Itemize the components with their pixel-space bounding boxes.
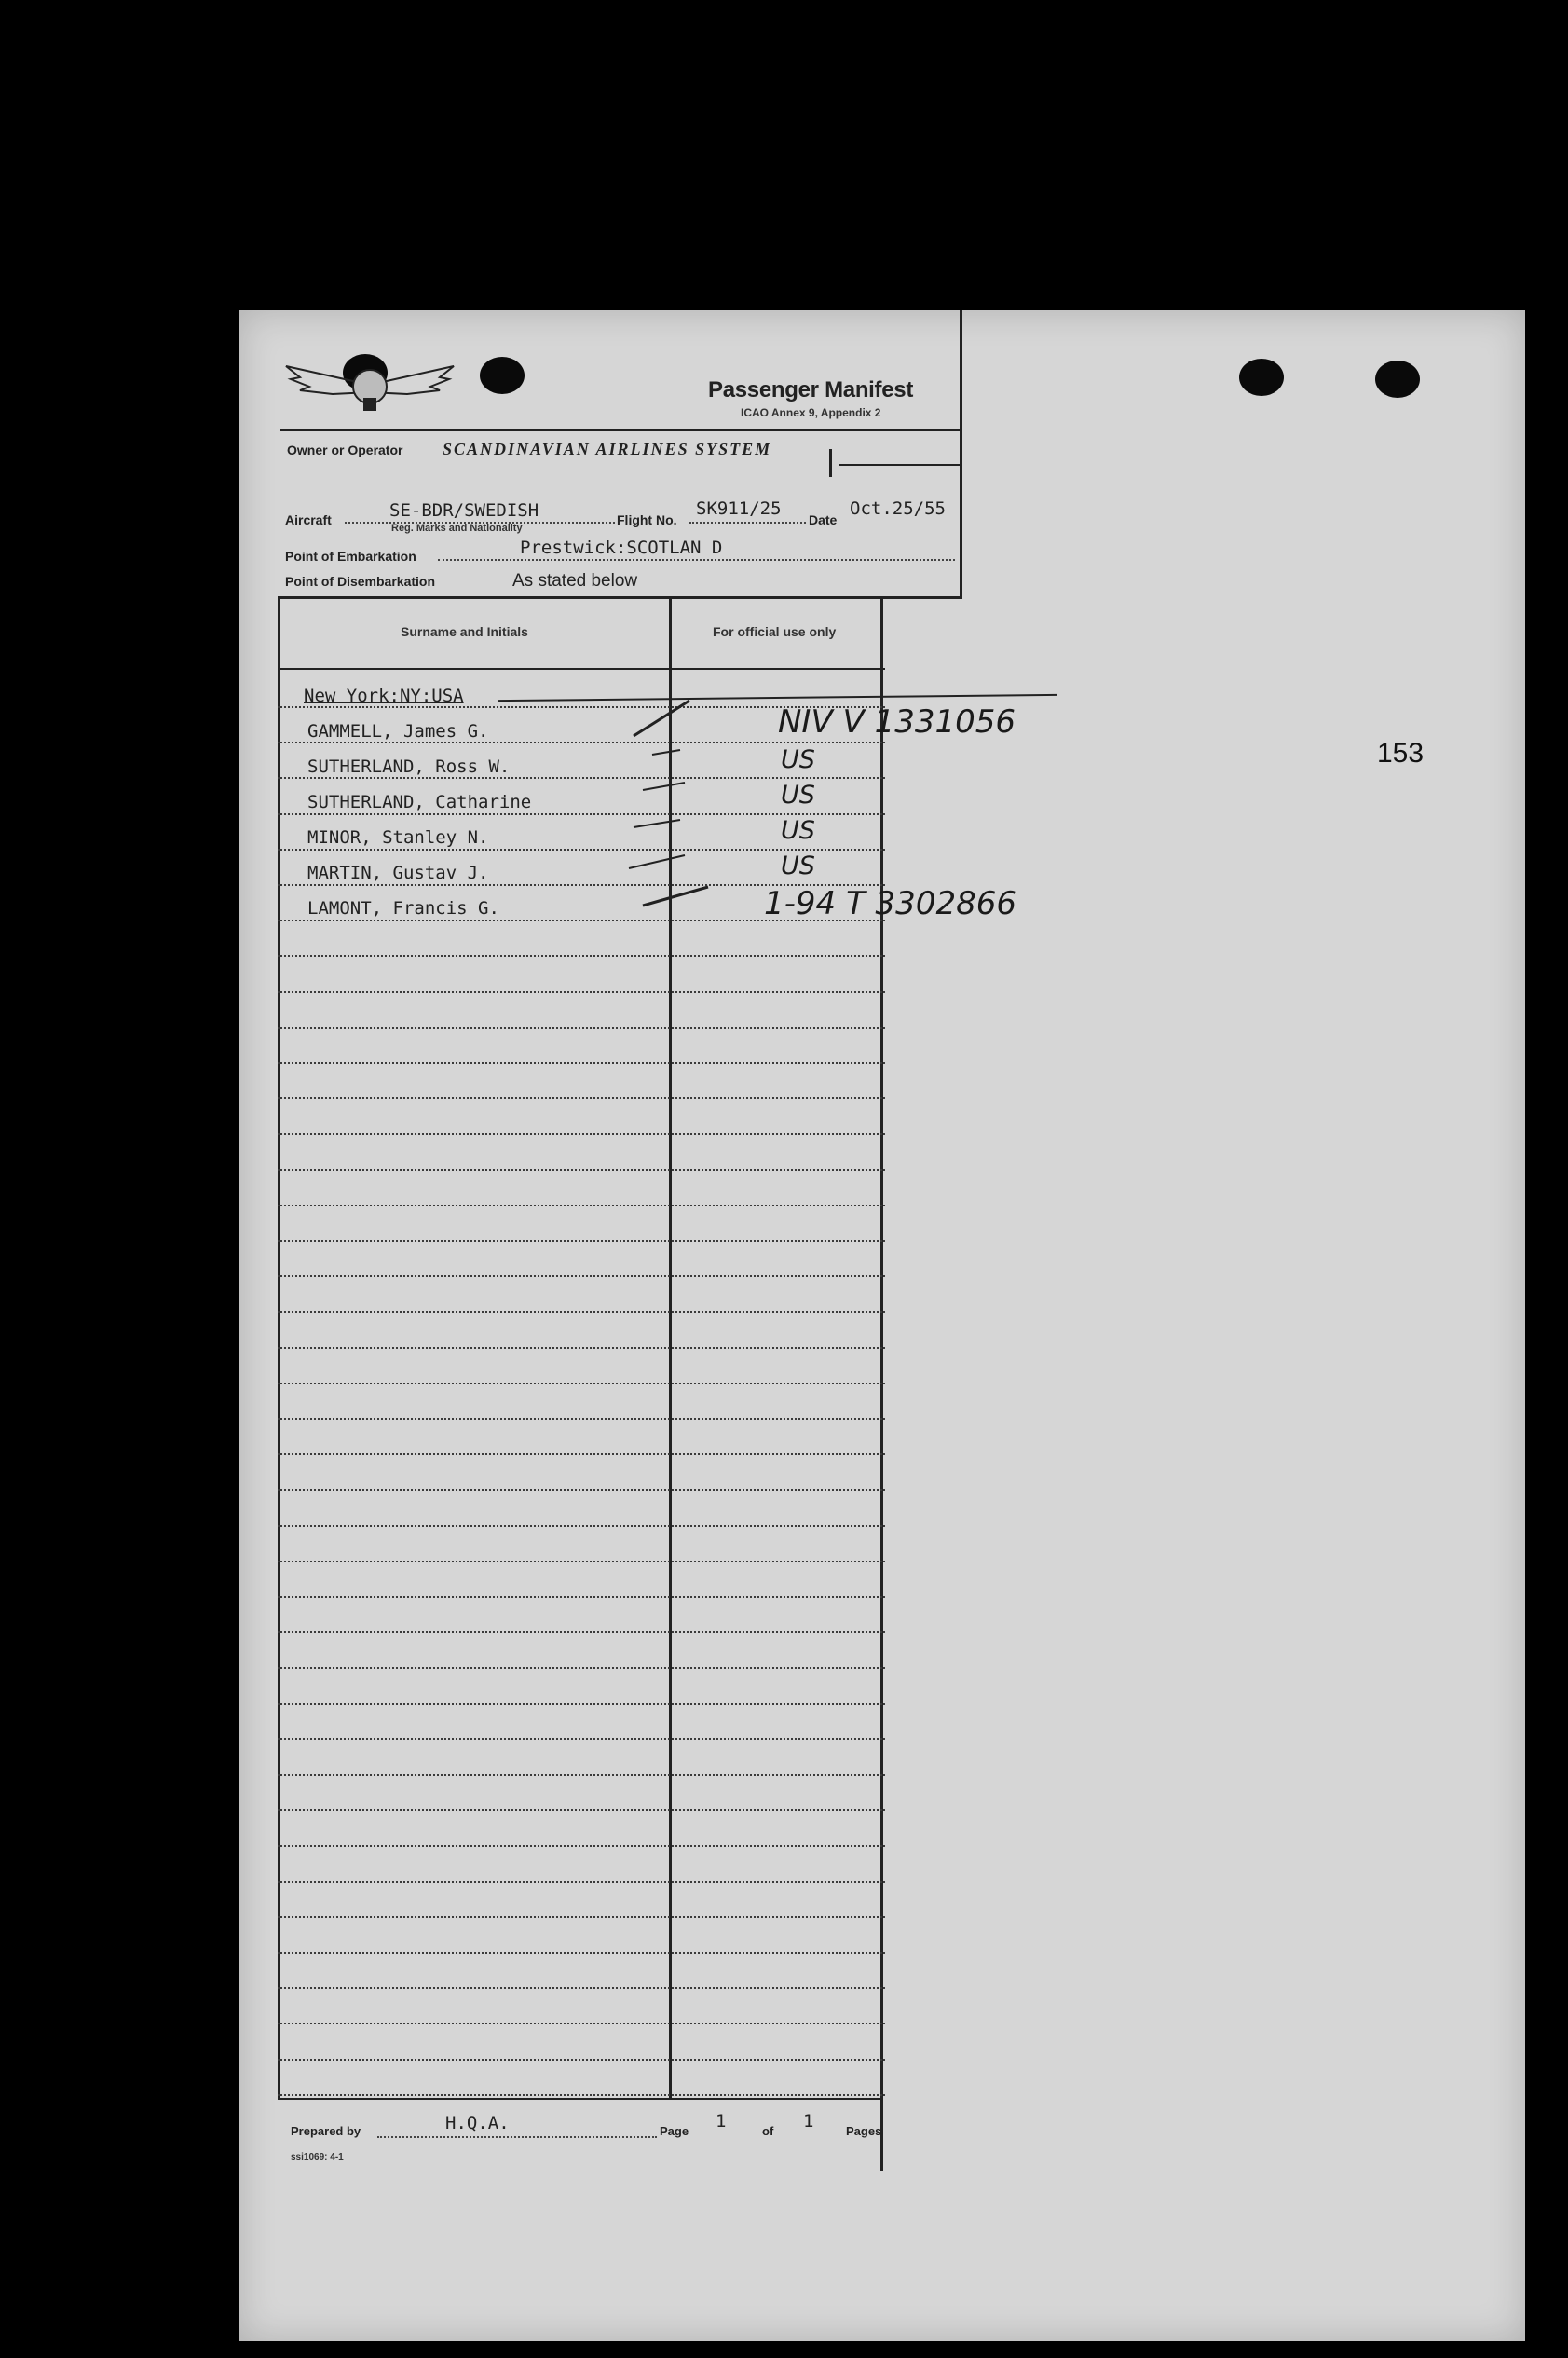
flight-label: Flight No.	[617, 512, 677, 527]
owner-value: SCANDINAVIAN AIRLINES SYSTEM	[443, 440, 772, 458]
row-line	[278, 1916, 885, 1918]
passenger-name: MARTIN, Gustav J.	[307, 863, 489, 883]
divider	[839, 464, 960, 466]
footer-rule	[278, 2098, 883, 2100]
row-line	[278, 1311, 885, 1313]
surname-column-header: Surname and Initials	[401, 624, 528, 639]
row-line	[278, 1027, 885, 1029]
aircraft-label: Aircraft	[285, 512, 332, 527]
official-note: US	[781, 745, 815, 774]
embarkation-dotline	[438, 559, 955, 561]
row-line	[278, 1952, 885, 1954]
row-line	[278, 955, 885, 957]
passenger-name: GAMMELL, James G.	[307, 721, 489, 742]
official-column-header: For official use only	[713, 624, 837, 639]
divider	[280, 429, 960, 431]
official-note: US	[781, 852, 815, 880]
row-line	[278, 1062, 885, 1064]
of-value: 1	[803, 2111, 814, 2132]
row-line	[278, 1774, 885, 1776]
row-line	[278, 1240, 885, 1242]
disembarkation-value: As stated below	[512, 571, 638, 591]
row-line	[278, 1383, 885, 1384]
owner-label: Owner or Operator	[287, 443, 403, 457]
row-line	[278, 1133, 885, 1135]
row-line	[278, 2094, 885, 2096]
page-label: Page	[660, 2124, 689, 2138]
row-line	[278, 1347, 885, 1349]
row-line	[278, 1418, 885, 1420]
row-line	[278, 1809, 885, 1811]
aircraft-value: SE-BDR/SWEDISH	[389, 500, 539, 521]
form-title: Passenger Manifest	[708, 377, 914, 402]
row-line	[278, 991, 885, 993]
row-line	[278, 1525, 885, 1527]
row-line	[278, 1738, 885, 1740]
official-note: US	[781, 781, 815, 810]
row-line	[278, 1097, 885, 1099]
page-value: 1	[716, 2111, 727, 2132]
row-line	[278, 1596, 885, 1598]
passenger-name: SUTHERLAND, Catharine	[307, 792, 532, 812]
flight-value: SK911/25	[696, 498, 782, 519]
row-line	[278, 777, 885, 779]
airline-wings-logo	[281, 357, 458, 415]
row-line	[278, 1631, 885, 1633]
row-line	[278, 1703, 885, 1705]
date-value: Oct.25/55	[850, 498, 946, 519]
row-line	[278, 2059, 885, 2061]
row-line	[278, 1489, 885, 1491]
official-note: US	[781, 816, 815, 845]
embarkation-label: Point of Embarkation	[285, 549, 416, 564]
passenger-name: SUTHERLAND, Ross W.	[307, 756, 511, 777]
destination: New York:NY:USA	[304, 686, 464, 706]
form-subtitle: ICAO Annex 9, Appendix 2	[741, 406, 881, 419]
page-number: 153	[1377, 738, 1425, 769]
row-line	[278, 849, 885, 851]
aircraft-dotline	[345, 522, 615, 524]
flight-dotline	[689, 522, 806, 524]
row-line	[278, 2023, 885, 2024]
aircraft-note: Reg. Marks and Nationality	[391, 523, 523, 534]
row-line	[278, 1845, 885, 1847]
punch-hole	[480, 357, 525, 394]
official-note: NIV V 1331056	[778, 703, 1016, 741]
punch-hole	[1375, 361, 1420, 398]
prepared-by-label: Prepared by	[291, 2124, 361, 2138]
row-line	[278, 742, 885, 743]
row-line	[278, 1987, 885, 1989]
row-line	[278, 1169, 885, 1171]
row-line	[278, 1561, 885, 1562]
punch-hole	[1239, 359, 1284, 396]
header-underline	[278, 668, 885, 670]
row-line	[278, 1881, 885, 1883]
passenger-name: LAMONT, Francis G.	[307, 898, 499, 919]
form-code: ssi1069: 4-1	[291, 2152, 344, 2162]
row-line	[278, 1453, 885, 1455]
disembarkation-label: Point of Disembarkation	[285, 574, 436, 589]
divider	[829, 449, 832, 477]
row-line	[278, 813, 885, 815]
pages-label: Pages	[846, 2124, 882, 2138]
row-line	[278, 1667, 885, 1669]
passenger-name: MINOR, Stanley N.	[307, 827, 489, 848]
date-label: Date	[809, 512, 838, 527]
row-line	[278, 1275, 885, 1277]
prepared-by-value: H.Q.A.	[445, 2113, 510, 2133]
check-marks	[615, 689, 764, 932]
official-note: 1-94 T 3302866	[764, 885, 1016, 922]
of-label: of	[762, 2124, 774, 2138]
embarkation-value: Prestwick:SCOTLAN D	[520, 538, 723, 558]
prepared-dotline	[377, 2136, 657, 2138]
row-line	[278, 1205, 885, 1206]
